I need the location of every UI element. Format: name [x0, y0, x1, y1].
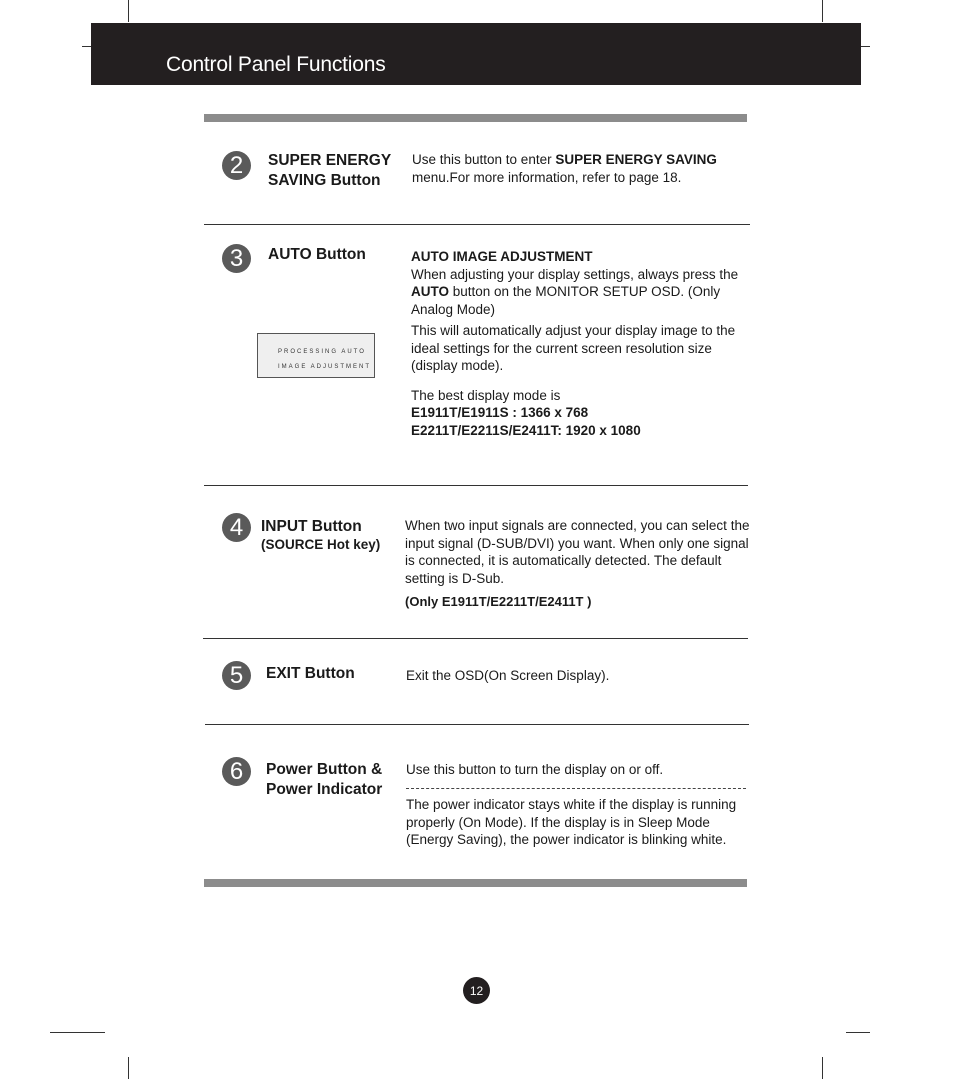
- section-divider: [204, 224, 750, 225]
- osd-message-box: [257, 333, 375, 378]
- section-description: AUTO IMAGE ADJUSTMENT When adjusting your display settings, always press the AUTO button on the MONITOR SETUP OSD. (Only Analog Mode) This will automatically adjust your display image to the ideal settings for the current screen resolution size (display mode). The best display mode is E1911T/E1911S : 1366 x 768 E2211T/E2211S/E2411T: 1920 x 1080: [411, 249, 739, 438]
- section-sublabel: (SOURCE Hot key): [261, 537, 381, 552]
- section-divider: [204, 485, 748, 486]
- section-description: Exit the OSD(On Screen Display).: [406, 668, 610, 683]
- section-description: When two input signals are connected, you can select the input signal (D-SUB/DVI) you want. When only one signal is connected, it is automatically detected. The default setting is D-Sub. (Only E1911T/E2211T/E2411T ): [405, 518, 750, 609]
- section-label: INPUT Button (SOURCE Hot key): [261, 518, 381, 552]
- osd-text: IMAGE ADJUSTMENT: [278, 364, 372, 370]
- section-description: The power indicator stays white if the display is running properly (On Mode). If the display is in Sleep Mode (Energy Saving), the power indicator is blinking white.: [406, 797, 737, 847]
- top-divider: [204, 114, 747, 122]
- dashed-separator: [406, 788, 746, 789]
- desc-heading: AUTO IMAGE ADJUSTMENT: [411, 249, 593, 264]
- page-title: Control Panel Functions: [166, 53, 386, 76]
- crop-mark: [82, 46, 91, 47]
- crop-mark: [822, 1057, 823, 1079]
- section-number-6: 6: [222, 757, 251, 786]
- page-number: 12: [463, 977, 490, 1004]
- section-label: EXIT Button: [266, 665, 355, 682]
- section-divider: [205, 724, 749, 725]
- section-label: [268, 151, 391, 191]
- section-description: Use this button to turn the display on or off.: [406, 762, 664, 777]
- crop-mark: [50, 1032, 105, 1033]
- crop-mark: [846, 1032, 870, 1033]
- section-label: AUTO Button: [268, 246, 366, 263]
- page-header: [91, 23, 861, 85]
- crop-mark: [128, 0, 129, 22]
- label-line: SUPER ENERGY: [268, 152, 392, 169]
- osd-text: PROCESSING AUTO: [278, 349, 366, 355]
- crop-mark: [128, 1057, 129, 1079]
- crop-mark: [861, 46, 870, 47]
- section-number-2: 2: [222, 151, 251, 180]
- section-divider: [203, 638, 748, 639]
- bottom-divider: [204, 879, 747, 887]
- section-number-3: 3: [222, 244, 251, 273]
- section-label: Power Button & Power Indicator: [266, 761, 383, 798]
- section-number-4: 4: [222, 513, 251, 542]
- crop-mark: [822, 0, 823, 22]
- label-line: SAVING Button: [268, 172, 381, 189]
- section-description: Use this button to enter SUPER ENERGY SAVING menu.For more information, refer to page 18.: [412, 152, 717, 185]
- section-number-5: 5: [222, 661, 251, 690]
